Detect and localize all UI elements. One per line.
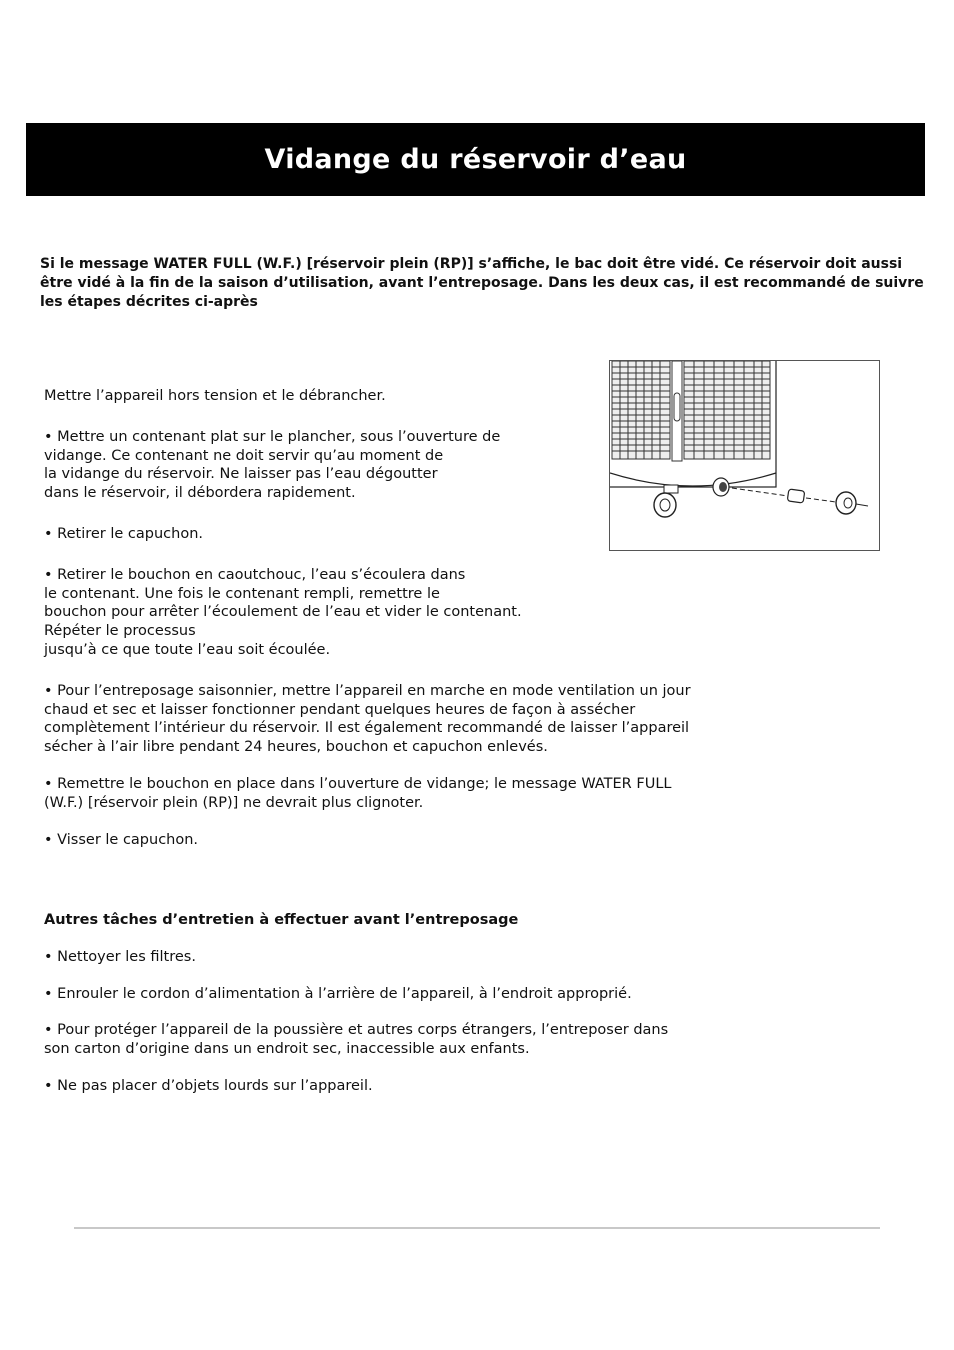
drain-steps bbox=[44, 387, 764, 849]
page-title: Vidange du réservoir d’eau bbox=[264, 144, 687, 175]
maintenance-item: • Nettoyer les filtres. bbox=[44, 948, 196, 965]
intro-paragraph: Si le message WATER FULL (W.F.) [réservoir plein (RP)] s’affiche, le bac doit être vidé. Ce réservoir doit aussi être vidé à la fin de la saison d’utilisation, avant l’entreposage. Dans les deux cas, il est recommandé de suivre les étapes décrites ci-après bbox=[40, 256, 924, 310]
step-item: • Remettre le bouchon en place dans l’ouverture de vidange; le message WATER FULL (W.F.) [réservoir plein (RP)] ne devrait plus clignoter. bbox=[44, 775, 672, 811]
step-item: Mettre l’appareil hors tension et le débrancher. bbox=[44, 388, 386, 404]
step-item: • Retirer le bouchon en caoutchouc, l’eau s’écoulera dans le contenant. Une fois le contenant rempli, remettre le bouchon pour arrêter l’écoulement de l’eau et vider le contenant. Répéter le processus jusqu’à ce que toute l’eau soit écoulée. bbox=[44, 566, 522, 658]
maintenance-title: Autres tâches d’entretien à effectuer avant l’entreposage bbox=[44, 912, 519, 928]
maintenance-section bbox=[44, 911, 764, 1096]
step-item: • Visser le capuchon. bbox=[44, 831, 199, 848]
maintenance-item: • Ne pas placer d’objets lourds sur l’appareil. bbox=[44, 1077, 373, 1094]
title-banner bbox=[26, 123, 925, 196]
footer-divider bbox=[74, 1227, 880, 1229]
maintenance-item: • Pour protéger l’appareil de la poussière et autres corps étrangers, l’entreposer dans son carton d’origine dans un endroit sec, inaccessible aux enfants. bbox=[44, 1022, 669, 1058]
step-item: • Mettre un contenant plat sur le plancher, sous l’ouverture de vidange. Ce contenant ne doit servir qu’au moment de la vidange du réservoir. Ne laisser pas l’eau dégoutter dans le réservoir, il débordera rapidement. bbox=[44, 428, 501, 502]
step-item: • Retirer le capuchon. bbox=[44, 525, 203, 542]
step-item: • Pour l’entreposage saisonnier, mettre l’appareil en marche en mode ventilation un jour chaud et sec et laisser fonctionner pendant quelques heures de façon à assécher complètement l’intérieur du réservoir. Il est également recommandé de laisser l’appareil sécher à l’air libre pendant 24 heures, bouchon et capuchon enlevés. bbox=[44, 682, 691, 756]
maintenance-item: • Enrouler le cordon d’alimentation à l’arrière de l’appareil, à l’endroit approprié. bbox=[44, 985, 632, 1002]
